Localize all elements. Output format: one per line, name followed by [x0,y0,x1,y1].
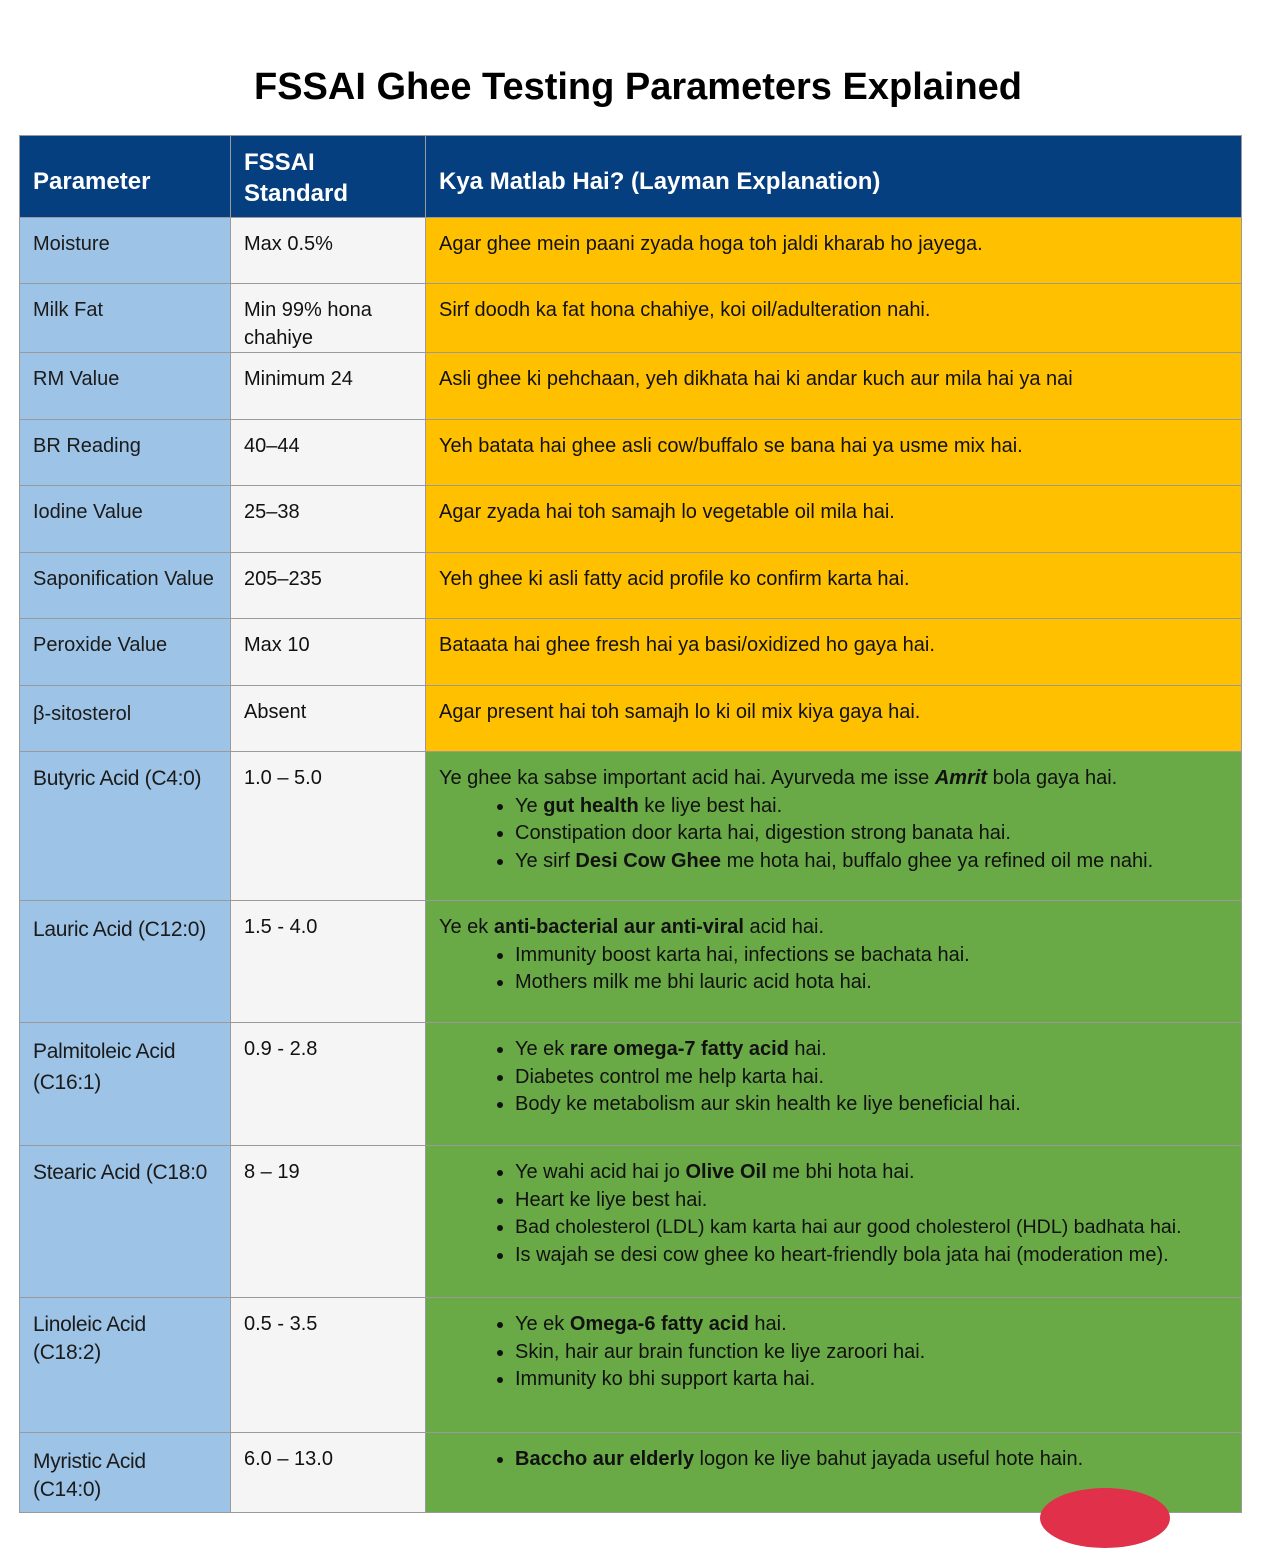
standard-cell: 40–44 [231,420,426,486]
standard-cell: 6.0 – 13.0 [231,1433,426,1513]
explanation-bullets [439,1311,1228,1394]
list-item: • Heart ke liye best hai. [515,1187,1241,1215]
parameter-cell: Lauric Acid (C12:0) [20,901,231,1023]
parameter-cell: Moisture [20,218,231,284]
standard-cell: Minimum 24 [231,353,426,420]
explanation-cell: Asli ghee ki pehchaan, yeh dikhata hai ki andar kuch aur mila hai ya nai [426,353,1242,420]
table-row [20,1298,1242,1433]
list-item: • Baccho aur elderly logon ke liye bahut jayada useful hote hain. [515,1446,1228,1474]
list-item: • Ye sirf Desi Cow Ghee me hota hai, buffalo ghee ya refined oil me nahi. [515,848,1228,876]
list-item: • Body ke metabolism aur skin health ke liye beneficial hai. [515,1091,1228,1119]
table-row [20,553,1242,619]
table-row [20,486,1242,553]
explanation-bullets [439,793,1228,876]
list-item: • Immunity ko bhi support karta hai. [515,1366,1228,1394]
parameter-cell: β-sitosterol [20,686,231,752]
list-item: • Skin, hair aur brain function ke liye zaroori hai. [515,1339,1228,1367]
list-item: • Ye ek Omega-6 fatty acid hai. [515,1311,1228,1339]
explanation-cell [426,752,1242,901]
parameter-cell: Iodine Value [20,486,231,553]
list-item: • Constipation door karta hai, digestion strong banata hai. [515,820,1228,848]
standard-cell: Min 99% hona chahiye [231,284,426,353]
explanation-cell: Yeh batata hai ghee asli cow/buffalo se bana hai ya usme mix hai. [426,420,1242,486]
explanation-bullets [439,942,1228,997]
parameter-cell: Peroxide Value [20,619,231,686]
list-item: • Diabetes control me help karta hai. [515,1064,1228,1092]
parameter-cell: Butyric Acid (C4:0) [20,752,231,901]
standard-cell: 0.9 - 2.8 [231,1023,426,1146]
table-row [20,619,1242,686]
standard-cell: 1.5 - 4.0 [231,901,426,1023]
table-row [20,353,1242,420]
header-parameter: Parameter [20,136,231,218]
parameter-cell: BR Reading [20,420,231,486]
standard-cell: 0.5 - 3.5 [231,1298,426,1433]
explanation-cell [426,1146,1242,1298]
table-row [20,1023,1242,1146]
list-item: • Ye gut health ke liye best hai. [515,793,1228,821]
parameters-table [19,135,1242,1513]
table-row [20,1146,1242,1298]
explanation-cell [426,1298,1242,1433]
decorative-shape [1040,1488,1170,1548]
table-row [20,901,1242,1023]
parameter-cell: Linoleic Acid (C18:2) [20,1298,231,1433]
explanation-bullets [439,1159,1241,1269]
list-item: • Bad cholesterol (LDL) kam karta hai aur good cholesterol (HDL) badhata hai. [515,1214,1241,1242]
explanation-cell: Sirf doodh ka fat hona chahiye, koi oil/adulteration nahi. [426,284,1242,353]
explanation-cell: Agar ghee mein paani zyada hoga toh jaldi kharab ho jayega. [426,218,1242,284]
standard-cell: Max 10 [231,619,426,686]
explanation-intro: Ye ek anti-bacterial aur anti-viral acid hai. [439,916,825,938]
parameter-cell: Milk Fat [20,284,231,353]
list-item: • Immunity boost karta hai, infections se bachata hai. [515,942,1228,970]
table-row [20,218,1242,284]
table-row [20,420,1242,486]
table-row [20,284,1242,353]
list-item: • Mothers milk me bhi lauric acid hota hai. [515,969,1228,997]
explanation-bullets [439,1036,1228,1119]
parameter-cell: Stearic Acid (C18:0 [20,1146,231,1298]
standard-cell: 8 – 19 [231,1146,426,1298]
explanation-cell [426,901,1242,1023]
explanation-intro: Ye ghee ka sabse important acid hai. Ayurveda me isse Amrit bola gaya hai. [439,767,1118,789]
explanation-cell: Agar zyada hai toh samajh lo vegetable oil mila hai. [426,486,1242,553]
explanation-cell [426,1023,1242,1146]
standard-cell: 205–235 [231,553,426,619]
explanation-bullets [439,1446,1228,1474]
header-standard: FSSAI Standard [231,136,426,218]
standard-cell: 25–38 [231,486,426,553]
explanation-cell: Agar present hai toh samajh lo ki oil mix kiya gaya hai. [426,686,1242,752]
table-row [20,686,1242,752]
explanation-cell: Bataata hai ghee fresh hai ya basi/oxidized ho gaya hai. [426,619,1242,686]
standard-cell: Max 0.5% [231,218,426,284]
standard-cell: 1.0 – 5.0 [231,752,426,901]
list-item: • Is wajah se desi cow ghee ko heart-friendly bola jata hai (moderation me). [515,1242,1241,1270]
parameter-cell: RM Value [20,353,231,420]
standard-cell: Absent [231,686,426,752]
parameter-cell: Palmitoleic Acid (C16:1) [20,1023,231,1146]
header-explanation: Kya Matlab Hai? (Layman Explanation) [426,136,1242,218]
parameter-cell: Myristic Acid (C14:0) [20,1433,231,1513]
table-row [20,752,1242,901]
list-item: • Ye wahi acid hai jo Olive Oil me bhi hota hai. [515,1159,1241,1187]
page-title: FSSAI Ghee Testing Parameters Explained [254,66,1022,108]
table-header-row [20,136,1242,218]
list-item: • Ye ek rare omega-7 fatty acid hai. [515,1036,1228,1064]
parameter-cell: Saponification Value [20,553,231,619]
explanation-cell: Yeh ghee ki asli fatty acid profile ko confirm karta hai. [426,553,1242,619]
